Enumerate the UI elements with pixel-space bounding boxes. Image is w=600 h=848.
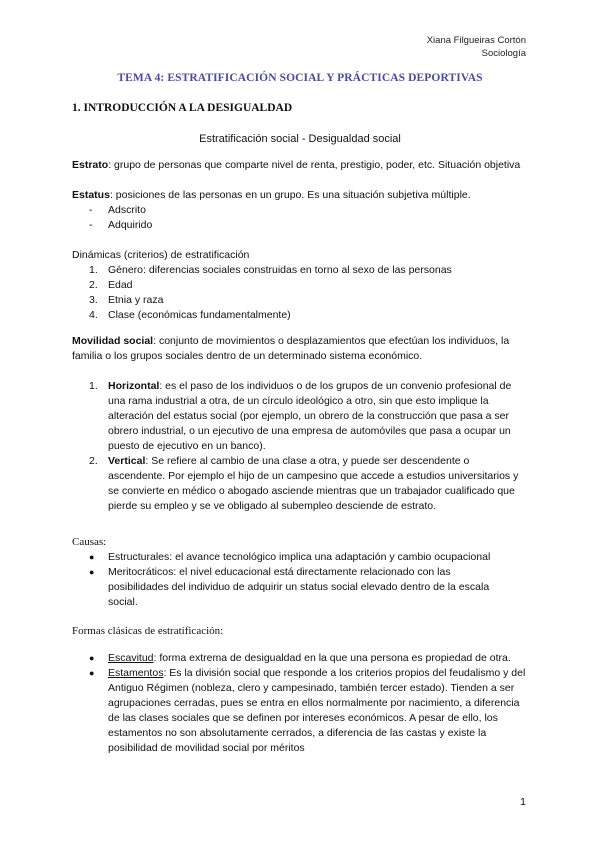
formas-title: Formas clásicas de estratificación: [72,625,224,637]
estrato-term: Estrato [72,159,109,171]
list-item: ● Escavitud: forma extrema de desigualdad en la que una persona es propiedad de otra. [89,652,511,664]
dash-marker: - [89,219,93,231]
author-name: Xiana Filgueiras Cortón [426,35,526,46]
movilidad-list [89,379,531,514]
estatus-paragraph [72,188,532,203]
bullet-marker: ● [89,567,95,577]
bullet-marker: ● [89,653,95,663]
estamentos-term: Estamentos [108,667,164,679]
list-item: 2. Vertical: Se refiere al cambio de una clase a otra, y puede ser descendente o ascendente. Por ejemplo el hijo de un campesino que accede a estudios universitarios y se convierte en médico o abogado asciende mientras que un trabajador cualificado que pierde su empleo y se ve obligado al subempleo desciende de estrato. [89,455,519,512]
movilidad-paragraph [72,334,532,364]
bullet-marker: ● [89,668,95,678]
esclavitud-term: Escavitud [108,652,154,664]
estrato-definition: : grupo de personas que comparte nivel de renta, prestigio, poder, etc. Situación objetiva [108,159,521,171]
list-item: ● Estamentos: Es la división social que responde a los criterios propios del feudalismo y del Antiguo Régimen (nobleza, clero y campesinado, también tercer estado). Tienden a ser agrupaciones cerradas, pues se entra en ellos normalmente por nacimiento, a diferencia de las clases sociales que se definen por intereses económicos. A pesar de ello, los estamentos no son absolutamente cerrados, a diferencia de las castas y existe la posibilidad de movilidad social por méritos [89,667,526,754]
section-heading: 1. INTRODUCCIÓN A LA DESIGUALDAD [72,102,293,114]
subject-name: Sociología [481,48,526,59]
movilidad-term: Movilidad social [72,335,154,347]
movilidad-definition: : conjunto de movimientos o desplazamientos que efectúan los individuos, la familia o los grupos sociales dentro de un determinado sistema económico. [72,335,510,362]
list-item: ● Estructurales: el avance tecnológico implica una adaptación y cambio ocupacional [89,551,491,563]
estatus-term: Estatus [72,189,110,201]
list-item: ● Meritocráticos: el nivel educacional está directamente relacionado con las posibilidades del individuo de adquirir un status social elevado dentro de la escala social. [89,566,490,608]
estatus-definition: : posiciones de las personas en un grupo. Es una situación subjetiva múltiple. [109,189,471,201]
dash-marker: - [89,204,93,216]
vertical-term: Vertical [108,455,146,467]
page-number: 1 [520,796,526,808]
formas-list [89,651,531,756]
causas-title: Causas: [72,536,107,548]
causas-list [89,550,531,610]
section-subtitle: Estratificación social - Desigualdad social [199,133,401,145]
horizontal-term: Horizontal [108,380,160,392]
document-title: TEMA 4: ESTRATIFICACIÓN SOCIAL Y PRÁCTICAS DEPORTIVAS [117,72,483,84]
list-item: 1. Horizontal: es el paso de los individuos o de los grupos de un convenio profesional de una rama industrial a otra, de un círculo ideológico a otro, sin que esto implique la alteración del estatus social (por ejemplo, un obrero de la construcción que pasa a ser obrero industrial, o un ejecutivo de una empresa de automóviles que pasa a ocupar un puesto de ejecutivo en un banco). [89,380,512,452]
estrato-paragraph [72,158,532,173]
dinamicas-title: Dinámicas (criterios) de estratificación [72,249,250,261]
bullet-marker: ● [89,552,95,562]
page-header [427,34,526,60]
